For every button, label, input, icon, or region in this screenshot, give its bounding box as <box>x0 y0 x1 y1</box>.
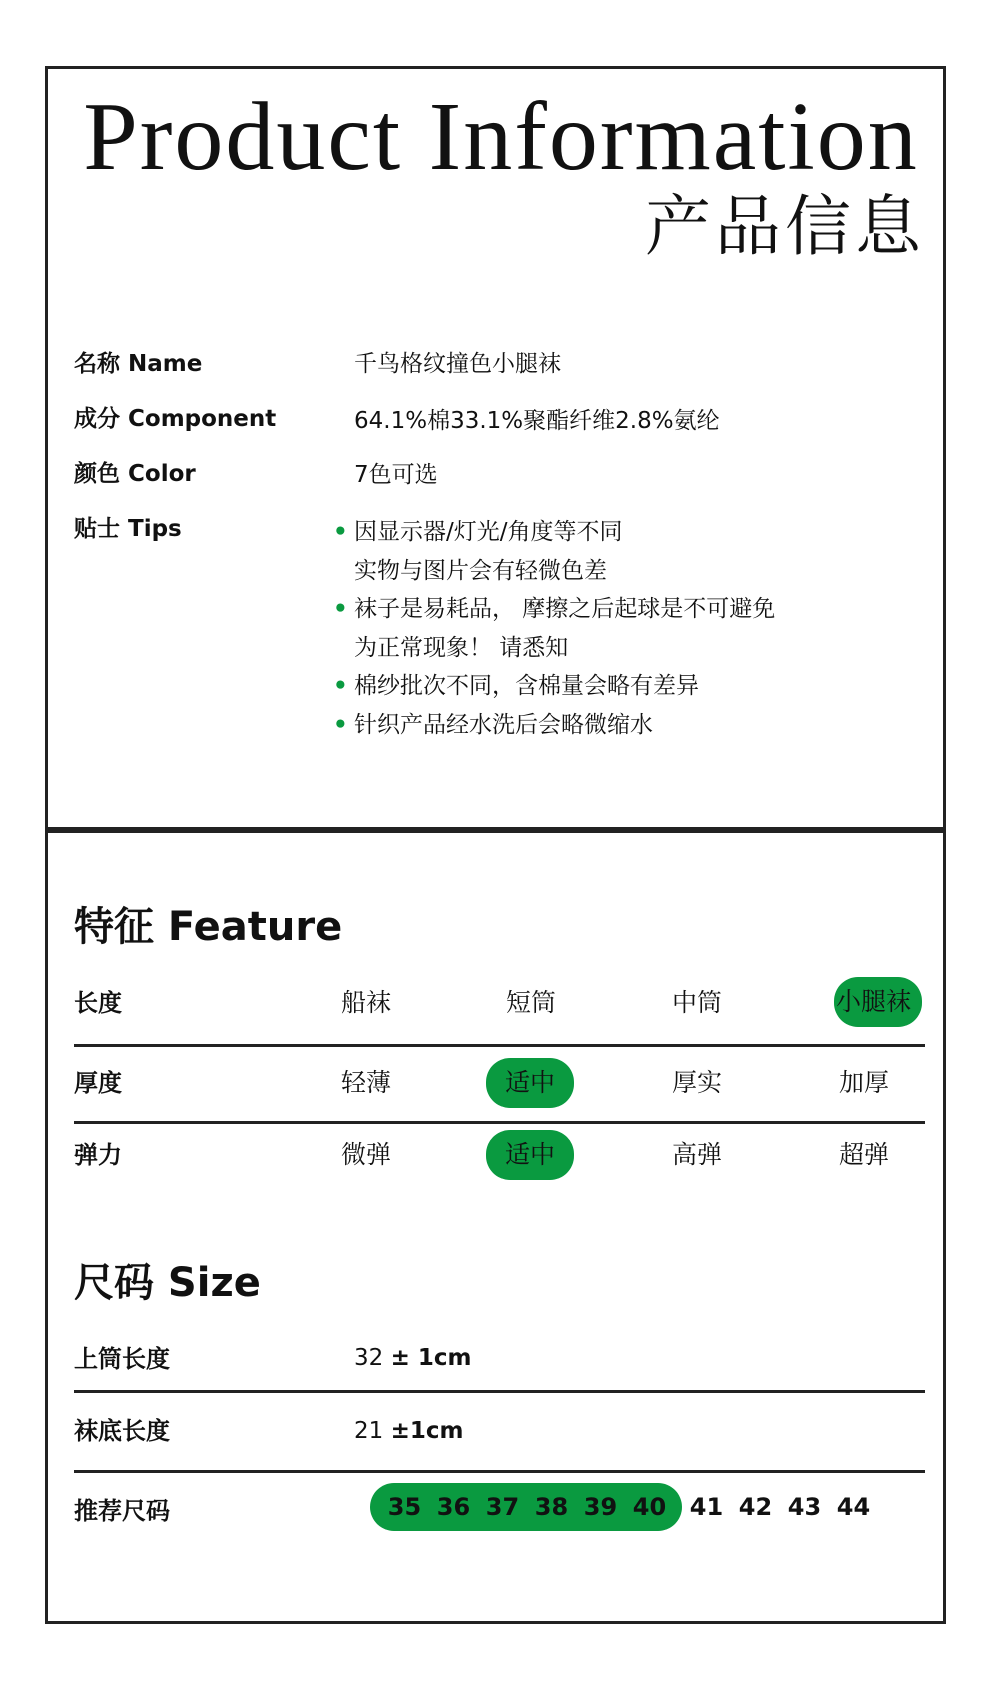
size-number: 38 <box>534 1493 569 1521</box>
feature-size-panel <box>45 830 946 1624</box>
name-label: 名称 Name <box>74 351 203 377</box>
sole-length-unit: ±1cm <box>390 1418 464 1444</box>
size-row-upper <box>74 1341 925 1377</box>
tips-list <box>333 513 893 744</box>
tip-item <box>333 590 893 667</box>
size-number: 43 <box>787 1493 822 1521</box>
feature-label: 厚度 <box>74 1069 122 1097</box>
elasticity-option-selected: 适中 <box>486 1130 574 1180</box>
size-title: 尺码 Size <box>74 1260 261 1306</box>
size-row-sole <box>74 1413 925 1449</box>
thickness-option: 加厚 <box>838 1068 889 1097</box>
size-number: 42 <box>738 1493 773 1521</box>
tip-line: 为正常现象！ 请悉知 <box>354 634 569 661</box>
size-number: 44 <box>836 1493 871 1521</box>
size-number: 40 <box>632 1493 667 1521</box>
page-subtitle: 产品信息 <box>645 188 925 265</box>
tips-label: 贴士 Tips <box>74 516 182 542</box>
upper-length-number: 32 <box>354 1345 384 1371</box>
size-number: 39 <box>583 1493 618 1521</box>
elasticity-option: 微弹 <box>340 1140 391 1169</box>
feature-row-thickness <box>74 1058 925 1108</box>
size-label: 上筒长度 <box>74 1345 170 1373</box>
size-number: 35 <box>387 1493 422 1521</box>
name-value: 千鸟格纹撞色小腿袜 <box>354 351 561 377</box>
feature-row-length <box>74 983 925 1023</box>
bullet-icon: • <box>333 711 348 738</box>
tip-line: 实物与图片会有轻微色差 <box>354 557 607 584</box>
size-number: 36 <box>436 1493 471 1521</box>
length-option-selected: 小腿袜 <box>834 977 922 1027</box>
thickness-option: 轻薄 <box>340 1068 391 1097</box>
bullet-icon: • <box>333 596 348 622</box>
upper-length-value <box>354 1343 471 1373</box>
divider <box>74 1390 925 1393</box>
size-label: 袜底长度 <box>74 1417 170 1445</box>
upper-length-unit: ± 1cm <box>390 1345 472 1371</box>
component-value: 64.1%棉33.1%聚酯纤维2.8%氨纶 <box>354 408 720 434</box>
divider <box>74 1044 925 1047</box>
component-label: 成分 Component <box>74 406 277 432</box>
page-title: Product Information <box>83 83 919 191</box>
feature-title: 特征 Feature <box>74 904 343 950</box>
thickness-option: 厚实 <box>671 1068 722 1097</box>
size-list <box>370 1483 878 1531</box>
bullet-icon: • <box>333 519 348 545</box>
length-option: 船袜 <box>340 988 391 1017</box>
elasticity-option: 超弹 <box>838 1140 889 1169</box>
size-number: 41 <box>689 1493 724 1521</box>
elasticity-option: 高弹 <box>671 1140 722 1169</box>
size-row-recommend <box>74 1483 925 1533</box>
sole-length-value <box>354 1416 463 1446</box>
bullet-icon: • <box>333 673 348 699</box>
recommended-size-pill <box>370 1483 682 1531</box>
tip-item <box>333 667 893 706</box>
tip-line: 棉纱批次不同，含棉量会略有差异 <box>354 673 699 699</box>
feature-label: 弹力 <box>74 1141 122 1169</box>
size-number: 37 <box>485 1493 520 1521</box>
product-info-panel <box>45 66 946 830</box>
feature-row-elasticity <box>74 1130 925 1180</box>
tip-item <box>333 513 893 590</box>
tip-line: 袜子是易耗品， 摩擦之后起球是不可避免 <box>354 596 776 622</box>
thickness-option-selected: 适中 <box>486 1058 574 1108</box>
feature-label: 长度 <box>74 989 122 1017</box>
sole-length-number: 21 <box>354 1418 384 1444</box>
length-option: 中筒 <box>671 988 722 1017</box>
size-label: 推荐尺码 <box>74 1497 170 1525</box>
tip-line: 针织产品经水洗后会略微缩水 <box>354 711 653 738</box>
divider <box>74 1121 925 1124</box>
length-option: 短筒 <box>505 988 556 1017</box>
color-label: 颜色 Color <box>74 461 196 487</box>
color-value: 7色可选 <box>354 462 438 488</box>
divider <box>74 1470 925 1473</box>
tip-item <box>333 706 893 745</box>
tip-line: 因显示器/灯光/角度等不同 <box>354 519 623 545</box>
